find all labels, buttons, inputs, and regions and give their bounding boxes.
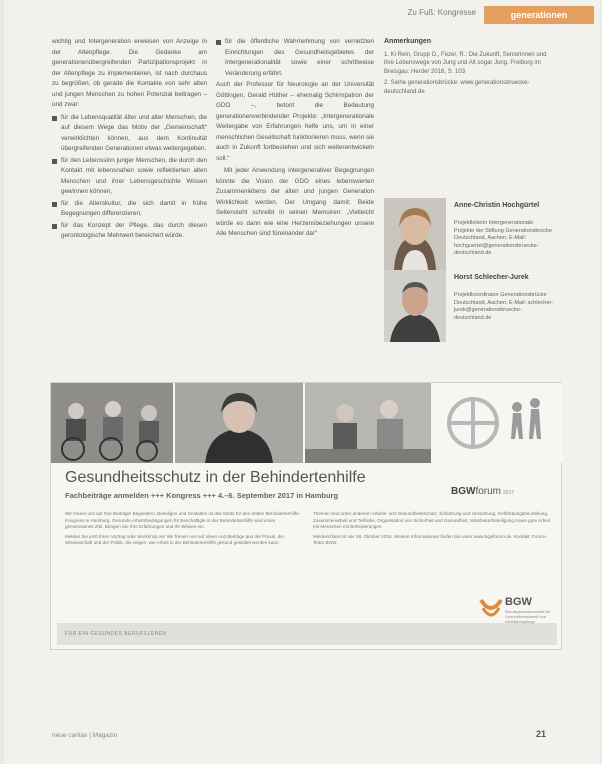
article-column-2 <box>216 37 374 242</box>
ad-forum-brand <box>451 486 514 497</box>
ad-photo-wheelchair-group <box>51 383 173 463</box>
ad-paragraph: Melden Sie jetzt Ihren Vortrag oder Workshop an! Wir freuen uns auf Ideen und Beiträge aus der Praxis, der Wissenschaft und der Politik, die zeigen, wie Arbeit in der Behindertenhilfe gesund gestaltet werden kann. <box>65 533 285 546</box>
column1-bullet-list <box>52 113 207 242</box>
ad-tagline: FÜR EIN GESUNDES BERUFSLEBEN <box>65 631 167 637</box>
author-box <box>384 270 564 345</box>
author-photo <box>384 198 446 270</box>
ad-logo-figures <box>433 383 563 463</box>
ad-paragraph: Themen sind unter anderem Arbeits- und Gesundheitsschutz, Einführung und Umsetzung, Gefährdungsbeurteilung, Zusammenarbeit und Teilhabe, Organisation von Sicherheit und Gesundheit, Mitarbeiterbeteiligung sowie gute Arbeit mit Menschen mit Behinderungen. <box>313 511 551 530</box>
bullet-item: für das Konzept der Pflege, das durch diesen gerontologische Mehrwert bereichert würde. <box>52 221 207 242</box>
author-name: Anne-Christin Hochgürtel <box>454 202 540 209</box>
author-box <box>384 198 564 273</box>
notes-column <box>384 37 554 99</box>
forum-brand-prefix: BGW <box>451 486 476 497</box>
author-photo <box>384 270 446 342</box>
ad-subtitle: Fachbeiträge anmelden +++ Kongress +++ 4.–6. September 2017 in Hamburg <box>65 491 339 500</box>
column2-paragraph: Auch der Professor für Neurologie an der Universität Göttingen, Gerald Hüther – ehemalig Schirmpatron der GDO –, betont die Bedeutung generationenverbindender Projekte: „Intergenerationale Weitergabe von Erfahrungen helfe uns, um in einer menschlichen Gesellschaft funktionieren muss, wenn sie auch in Zukunft fortbestehen und sich weiterentwickeln soll.“ <box>216 81 374 162</box>
forum-year: 2017 <box>503 490 515 496</box>
column2-bullet-list <box>216 37 374 79</box>
magazine-page <box>4 0 600 764</box>
bgw-logo <box>479 596 559 641</box>
bullet-item: für den Lebenssinn junger Menschen, die durch den Kontakt mit lebensnahen sowie reflektierten alten Menschen und ihrer Lebensgeschichte Wissen gewinnen können, <box>52 156 207 198</box>
advertisement-bgw-forum[interactable] <box>50 382 562 650</box>
author-bio: Projektkoordinator Generationsbrücke Deutschland, Aachen. E-Mail: schlecher-jurek@generationsbruecke-deutschland.de <box>454 292 554 321</box>
author-portrait-image <box>384 198 446 270</box>
notes-title: Anmerkungen <box>384 38 432 45</box>
author-portrait-image <box>384 270 446 342</box>
bgw-name: BGW <box>505 596 532 608</box>
note-item: 2. Siehe generationsbrücke: www.generationsbruecke-deutschland.de <box>384 80 530 95</box>
ad-text-column-1 <box>65 511 305 550</box>
article-column-1 <box>52 37 207 243</box>
ad-paragraph: Wir freuen uns auf Ihre Beiträge! Begeistern, Beteiligen und Gestalten ist das Motto für den dritten Behindertenhilfe-Kongress in Hamburg. Gesunde Arbeitsbedingungen für Beschäftigte in der Behindertenhilfe sind unser gemeinsames Ziel. Bringen Sie Ihre Erfahrungen und Ihr Wissen ein. <box>65 511 301 530</box>
page-number: 21 <box>536 729 547 739</box>
footer-publication: neue caritas | Magazin <box>52 732 118 739</box>
bgw-description: Berufsgenossenschaft für Gesundheitsdienst und Wohlfahrtspflege <box>505 609 551 624</box>
author-bio: Projektleiterin Intergenerationale Projekte der Stiftung Generationsbrücke Deutschland, Aachen. E-Mail: hochguertel@generationsbruecke-deutschland.de <box>454 220 552 256</box>
bullet-item: für die Alterskultur, die sich damit in frühe Begegnungen differenzieren, <box>52 199 207 220</box>
bullet-item: für die öffentliche Wahrnehmung von vernetzten Einrichtungen des Gesundheitsgebietes der Intergenerationalität sowie einer schrittweise Veränderung erfährt. <box>216 37 374 79</box>
header-section-label: Zu Fuß: Kongresse <box>407 8 476 17</box>
ad-photo-strip <box>51 383 563 463</box>
ad-photo-smiling-woman <box>175 383 303 463</box>
column2-paragraph: Mit jeder Anwendung intergenerativer Begegnungen könnte die Vision der GDO eines lebenswerten Zusammenlebens der alten und jungen Generation Wirklichkeit werden. Der Umgang damit: Beide Seitensteht schreibt in seinen Memoiren: „Vielleicht würde es dann wie eine Herzensbeziehungen unsere Alle Menschen sind füreinander da!“ <box>216 167 374 237</box>
column1-paragraph: wichtig und Intergeneration erweisen von Anzeige in der Altenpflege. Die Gedanke am generationenübergreifenden Partizipationsprojekt in der Altenpflege zu implementieren, ist nach durchaus zu begrüßen, ob gerade die Kontakte von sehr alten und jungen Menschen zu hohen Potenzial beitragen – und zwar: <box>52 38 207 108</box>
ad-text-column-2 <box>313 511 553 550</box>
note-item: 1. Ki Rein, Grupp D., Fezer, R.: Die Zukunft, Seniorinnen und ihre Lebenswege von Jung und Alt sogar Jung. Freiburg im Breisgau: Herder 2016, S. 103 <box>384 51 547 75</box>
bullet-item: für die Lebensqualität älter und alter Menschen, die auf diesem Wege das Motiv der „Gemeinschaft“ verwirklichten können, aus dem Kontinuität übergreifenden Generationen etwas weitergegeben, <box>52 113 207 155</box>
bgw-emblem-icon <box>479 596 503 620</box>
ad-paragraph: Meldeschluss ist der 28. Oktober 2016. Weitere Informationen finden Sie unter www.bgwforum.de. Kontakt: Forum-Team BGW. <box>313 533 547 546</box>
ad-photo-care-scene <box>305 383 431 463</box>
author-name: Horst Schlecher-Jurek <box>454 274 529 281</box>
ad-title: Gesundheitsschutz in der Behindertenhilfe <box>65 469 366 486</box>
forum-brand-word: forum <box>475 486 502 497</box>
header-category-tab: generationen <box>484 6 594 24</box>
